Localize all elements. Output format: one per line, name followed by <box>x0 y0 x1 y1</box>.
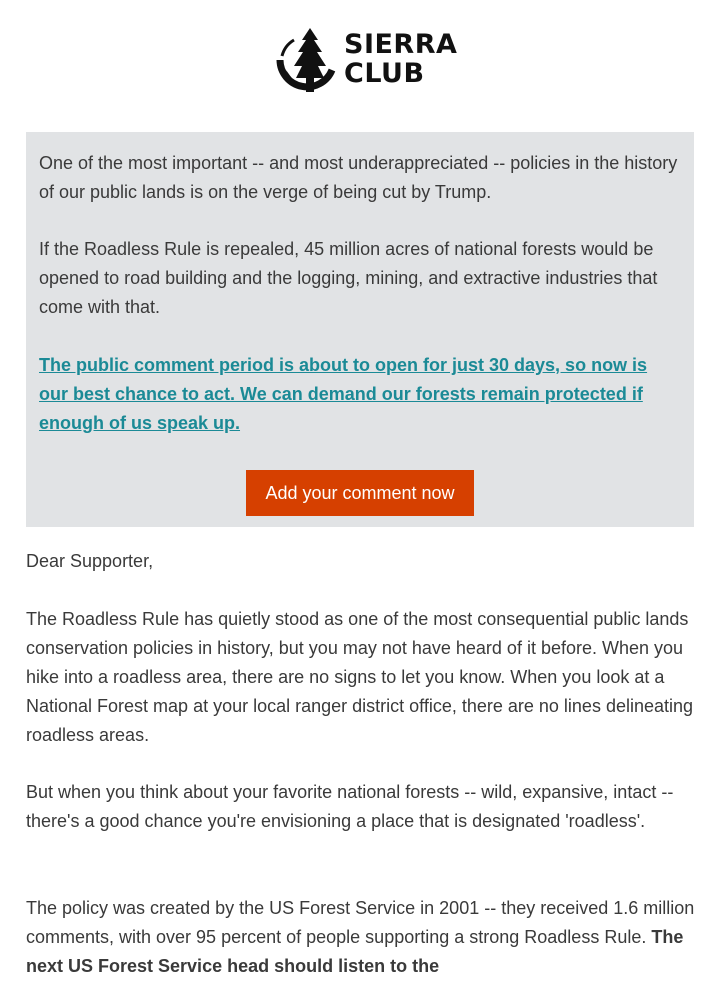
body-paragraph-3-bold: The next US Forest Service head should listen to the <box>26 927 684 976</box>
logo-wordmark <box>344 30 457 88</box>
promo-paragraph-1: One of the most important -- and most underappreciated -- policies in the history of our public lands is on the verge of being cut by Trump. <box>39 153 678 202</box>
sierra-club-logo[interactable] <box>272 26 458 98</box>
logo-line-1: SIERRA <box>344 29 458 60</box>
email-header <box>0 0 720 132</box>
body-paragraph-1: The Roadless Rule has quietly stood as one of the most consequential public lands conservation policies in history, but you may not have heard of it before. When you hike into a roadless area, there are no signs to let you know. When you look at a National Forest map at your local ranger district office, there are no lines delineating roadless areas. <box>26 609 694 745</box>
promo-box <box>26 132 694 527</box>
body-paragraph-3 <box>26 894 696 981</box>
body-paragraph-2: But when you think about your favorite national forests -- wild, expansive, intact -- there's a good chance you're envisioning a place that is designated 'roadless'. <box>26 782 674 831</box>
comment-period-link[interactable]: The public comment period is about to open for just 30 days, so now is our best chance to act. We can demand our forests remain protected if enough of us speak up. <box>39 355 648 433</box>
body-paragraph-3-text: The policy was created by the US Forest Service in 2001 -- they received 1.6 million comments, with over 95 percent of people supporting a strong Roadless Rule. <box>26 898 695 947</box>
greeting: Dear Supporter, <box>26 551 154 571</box>
logo-line-2: CLUB <box>344 58 425 89</box>
promo-paragraph-2: If the Roadless Rule is repealed, 45 million acres of national forests would be opened to road building and the logging, mining, and extractive industries that come with that. <box>39 239 658 317</box>
sequoia-tree-logo-icon <box>272 26 342 96</box>
add-comment-button[interactable]: Add your comment now <box>246 470 474 516</box>
